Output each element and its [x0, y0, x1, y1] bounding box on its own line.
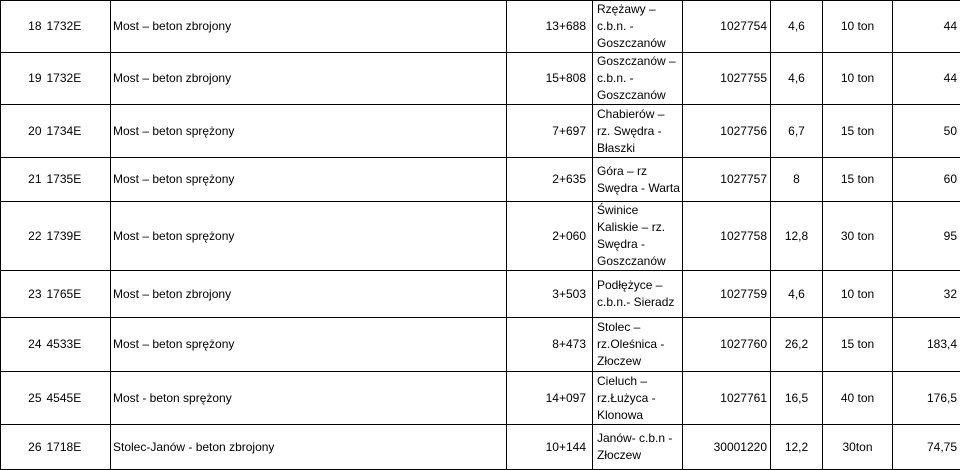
- route-location: Cieluch – rz.Łużyca - Klonowa: [593, 372, 683, 425]
- route-location: Janów- c.b.n - Złoczew: [593, 425, 683, 470]
- table-row: [1, 318, 960, 372]
- object-name: Most – beton zbrojony: [111, 53, 507, 105]
- length: 12,8: [771, 202, 823, 271]
- road-code: 4533E: [45, 318, 111, 372]
- kilometer: 7+697: [507, 105, 593, 158]
- route-location: Podłężyce – c.b.n.- Sieradz: [593, 271, 683, 318]
- object-id: 1027760: [683, 318, 771, 372]
- load-capacity: 30ton: [823, 425, 893, 470]
- row-number: 25: [1, 372, 45, 425]
- route-location: Goszczanów – c.b.n. - Goszczanów: [593, 53, 683, 105]
- kilometer: 2+635: [507, 158, 593, 202]
- road-code: 1734E: [45, 105, 111, 158]
- object-id: 1027755: [683, 53, 771, 105]
- table-row: [1, 53, 960, 105]
- value: 50: [893, 105, 960, 158]
- load-capacity: 30 ton: [823, 202, 893, 271]
- length: 16,5: [771, 372, 823, 425]
- row-number: 21: [1, 158, 45, 202]
- table-row: [1, 271, 960, 318]
- route-location: Rzężawy – c.b.n. - Goszczanów: [593, 1, 683, 53]
- object-name: Stolec-Janów - beton zbrojony: [111, 425, 507, 470]
- value: 176,5: [893, 372, 960, 425]
- object-id: 1027759: [683, 271, 771, 318]
- object-id: 1027761: [683, 372, 771, 425]
- value: 95: [893, 202, 960, 271]
- table-row: [1, 158, 960, 202]
- kilometer: 8+473: [507, 318, 593, 372]
- road-code: 1735E: [45, 158, 111, 202]
- length: 12,2: [771, 425, 823, 470]
- length: 4,6: [771, 271, 823, 318]
- row-number: 24: [1, 318, 45, 372]
- table-row: [1, 202, 960, 271]
- row-number: 20: [1, 105, 45, 158]
- load-capacity: 15 ton: [823, 318, 893, 372]
- value: 74,75: [893, 425, 960, 470]
- road-code: 1739E: [45, 202, 111, 271]
- route-location: Świnice Kaliskie – rz. Swędra - Goszczanów: [593, 202, 683, 271]
- object-name: Most – beton sprężony: [111, 105, 507, 158]
- value: 32: [893, 271, 960, 318]
- object-id: 1027756: [683, 105, 771, 158]
- object-name: Most – beton zbrojony: [111, 1, 507, 53]
- kilometer: 3+503: [507, 271, 593, 318]
- row-number: 26: [1, 425, 45, 470]
- length: 4,6: [771, 53, 823, 105]
- object-id: 30001220: [683, 425, 771, 470]
- object-name: Most – beton sprężony: [111, 318, 507, 372]
- value: 183,4: [893, 318, 960, 372]
- object-id: 1027757: [683, 158, 771, 202]
- row-number: 19: [1, 53, 45, 105]
- road-code: 1732E: [45, 1, 111, 53]
- row-number: 23: [1, 271, 45, 318]
- kilometer: 13+688: [507, 1, 593, 53]
- load-capacity: 10 ton: [823, 1, 893, 53]
- road-code: 1765E: [45, 271, 111, 318]
- road-code: 1732E: [45, 53, 111, 105]
- length: 6,7: [771, 105, 823, 158]
- kilometer: 15+808: [507, 53, 593, 105]
- length: 26,2: [771, 318, 823, 372]
- value: 44: [893, 1, 960, 53]
- object-id: 1027758: [683, 202, 771, 271]
- kilometer: 10+144: [507, 425, 593, 470]
- table-row: [1, 105, 960, 158]
- value: 60: [893, 158, 960, 202]
- object-name: Most - beton sprężony: [111, 372, 507, 425]
- row-number: 22: [1, 202, 45, 271]
- road-code: 1718E: [45, 425, 111, 470]
- length: 4,6: [771, 1, 823, 53]
- load-capacity: 15 ton: [823, 105, 893, 158]
- load-capacity: 10 ton: [823, 53, 893, 105]
- table-row: [1, 372, 960, 425]
- object-id: 1027754: [683, 1, 771, 53]
- value: 44: [893, 53, 960, 105]
- route-location: Chabierów – rz. Swędra - Błaszki: [593, 105, 683, 158]
- object-name: Most – beton zbrojony: [111, 271, 507, 318]
- route-location: Stolec – rz.Oleśnica - Złoczew: [593, 318, 683, 372]
- object-name: Most – beton sprężony: [111, 202, 507, 271]
- load-capacity: 15 ton: [823, 158, 893, 202]
- table-row: [1, 1, 960, 53]
- load-capacity: 10 ton: [823, 271, 893, 318]
- route-location: Góra – rz Swędra - Warta: [593, 158, 683, 202]
- kilometer: 2+060: [507, 202, 593, 271]
- length: 8: [771, 158, 823, 202]
- load-capacity: 40 ton: [823, 372, 893, 425]
- table-row: [1, 425, 960, 470]
- row-number: 18: [1, 1, 45, 53]
- object-name: Most – beton sprężony: [111, 158, 507, 202]
- road-code: 4545E: [45, 372, 111, 425]
- kilometer: 14+097: [507, 372, 593, 425]
